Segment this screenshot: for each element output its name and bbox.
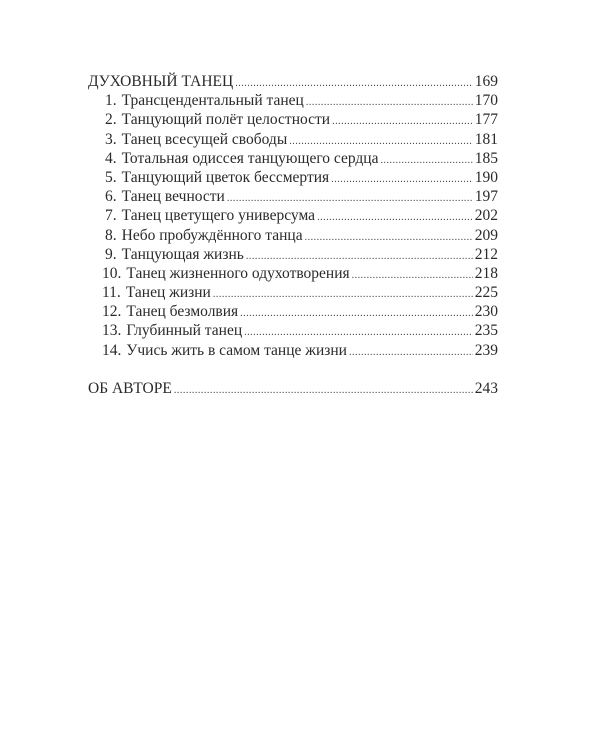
item-title: Танец вечности: [121, 188, 225, 206]
section-title: ДУХОВНЫЙ ТАНЕЦ: [88, 73, 234, 90]
item-title: Глубинный танец: [126, 322, 243, 340]
toc-item[interactable]: [88, 206, 498, 225]
page-number: 202: [474, 207, 498, 225]
item-number: 8.: [105, 226, 117, 244]
item-title: Танец жизненного одухотворения: [126, 264, 350, 282]
page-number: 212: [474, 245, 498, 263]
page-number: 218: [474, 264, 498, 282]
toc-section-spiritual-dance[interactable]: [88, 72, 498, 91]
page-number: 209: [474, 226, 498, 244]
item-title: Тотальная одиссея танцующего сердца: [121, 149, 379, 167]
page-number: 170: [474, 92, 498, 110]
item-number: 13.: [102, 322, 122, 340]
table-of-contents: [88, 72, 498, 398]
dot-leader: [352, 266, 473, 285]
item-number: 14.: [102, 341, 122, 359]
item-number: 6.: [105, 188, 117, 206]
page-number: 197: [474, 188, 498, 206]
item-title: Танец всесущей свободы: [121, 130, 288, 148]
dot-leader: [331, 170, 473, 189]
toc-item[interactable]: [88, 321, 498, 340]
page-number: 230: [474, 303, 498, 321]
page-number: 225: [474, 284, 498, 302]
toc-item[interactable]: [88, 226, 498, 245]
dot-leader: [240, 304, 473, 323]
item-title: Танец жизни: [125, 284, 211, 302]
toc-item[interactable]: [88, 149, 498, 168]
page-number: 239: [474, 341, 498, 359]
toc-item[interactable]: [88, 264, 498, 283]
toc-section-about-author[interactable]: [88, 379, 498, 398]
page-number: 177: [474, 111, 498, 129]
page-number: 235: [474, 322, 498, 340]
section-title: ОБ АВТОРЕ: [88, 379, 172, 397]
item-title: Танцующий полёт целостности: [121, 111, 331, 129]
item-title: Танцующий цветок бессмертия: [121, 168, 330, 186]
page-number: 190: [474, 168, 498, 186]
item-title: Танец цветущего универсума: [121, 207, 316, 225]
dot-leader: [174, 381, 473, 400]
item-title: Учись жить в самом танце жизни: [126, 341, 347, 359]
item-number: 12.: [102, 303, 122, 321]
page-number: 243: [474, 379, 498, 397]
item-number: 10.: [102, 264, 122, 282]
dot-leader: [332, 112, 473, 131]
section-spacer: [88, 360, 498, 379]
item-number: 3.: [105, 130, 117, 148]
item-number: 5.: [105, 168, 117, 186]
dot-leader: [306, 93, 473, 112]
item-number: 1.: [105, 92, 117, 110]
toc-item[interactable]: [88, 168, 498, 187]
toc-item[interactable]: [88, 283, 498, 302]
toc-item[interactable]: [88, 130, 498, 149]
toc-item[interactable]: [88, 91, 498, 110]
dot-leader: [380, 151, 472, 170]
toc-item[interactable]: [88, 110, 498, 129]
page-number: 181: [474, 130, 498, 148]
item-title: Танцующая жизнь: [121, 245, 244, 263]
item-number: 4.: [105, 149, 117, 167]
dot-leader: [349, 343, 473, 362]
item-number: 2.: [105, 111, 117, 129]
item-title: Танец безмолвия: [126, 303, 239, 321]
item-title: Трансцендентальный танец: [121, 92, 304, 110]
item-number: 11.: [102, 284, 121, 302]
page-number: 169: [474, 73, 498, 90]
dot-leader: [317, 208, 473, 227]
toc-item[interactable]: [88, 302, 498, 321]
dot-leader: [213, 285, 473, 304]
dot-leader: [305, 228, 473, 247]
item-title: Небо пробуждённого танца: [121, 226, 303, 244]
item-number: 9.: [105, 245, 117, 263]
toc-item[interactable]: [88, 187, 498, 206]
item-number: 7.: [105, 207, 117, 225]
toc-item[interactable]: [88, 245, 498, 264]
page-number: 185: [474, 149, 498, 167]
toc-item[interactable]: [88, 341, 498, 360]
